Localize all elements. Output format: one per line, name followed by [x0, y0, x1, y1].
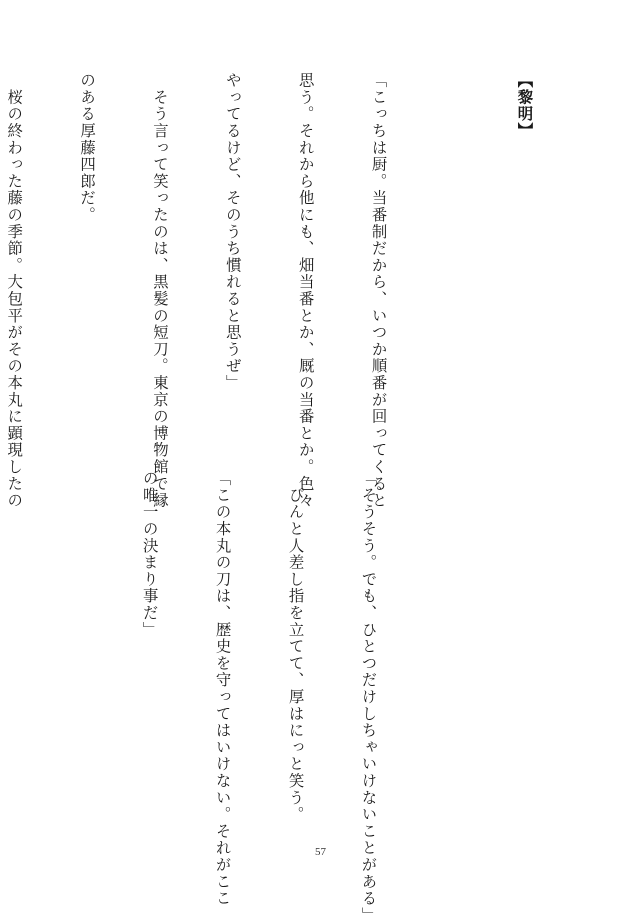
- text-line: [439, 72, 463, 432]
- text-line: [0, 470, 16, 830]
- text-line: 桜の終わった藤の季節。大包平がその本丸に顕現したの: [5, 72, 24, 509]
- text-line: 「この本丸の刀は、歴史を守ってはいけない。それがここ: [213, 470, 232, 907]
- text-line: 思う。それから他にも、畑当番とか、厩の当番とか。色々: [296, 72, 315, 509]
- text-line: 「こっちは厨。当番制だから、いつか順番が回ってくると: [369, 72, 388, 509]
- text-block-top: [0, 72, 585, 509]
- text-line: そう言って笑ったのは、黒髪の短刀。東京の博物館で縁: [150, 72, 169, 509]
- text-line: の唯一の決まり事だ」: [140, 470, 159, 638]
- chapter-heading: 【黎明】: [515, 72, 534, 140]
- text-line: 「そうそう。でも、ひとつだけしちゃいけないことがある」: [359, 470, 378, 924]
- text-line: やってるけど、そのうち慣れると思うぜ」: [223, 72, 242, 392]
- text-line: のある厚藤四郎だ。: [78, 72, 97, 224]
- page-number: 57: [315, 846, 326, 858]
- text-line: [65, 470, 89, 830]
- text-line: ぴんと人差し指を立てて、厚はにっと笑う。: [286, 470, 305, 823]
